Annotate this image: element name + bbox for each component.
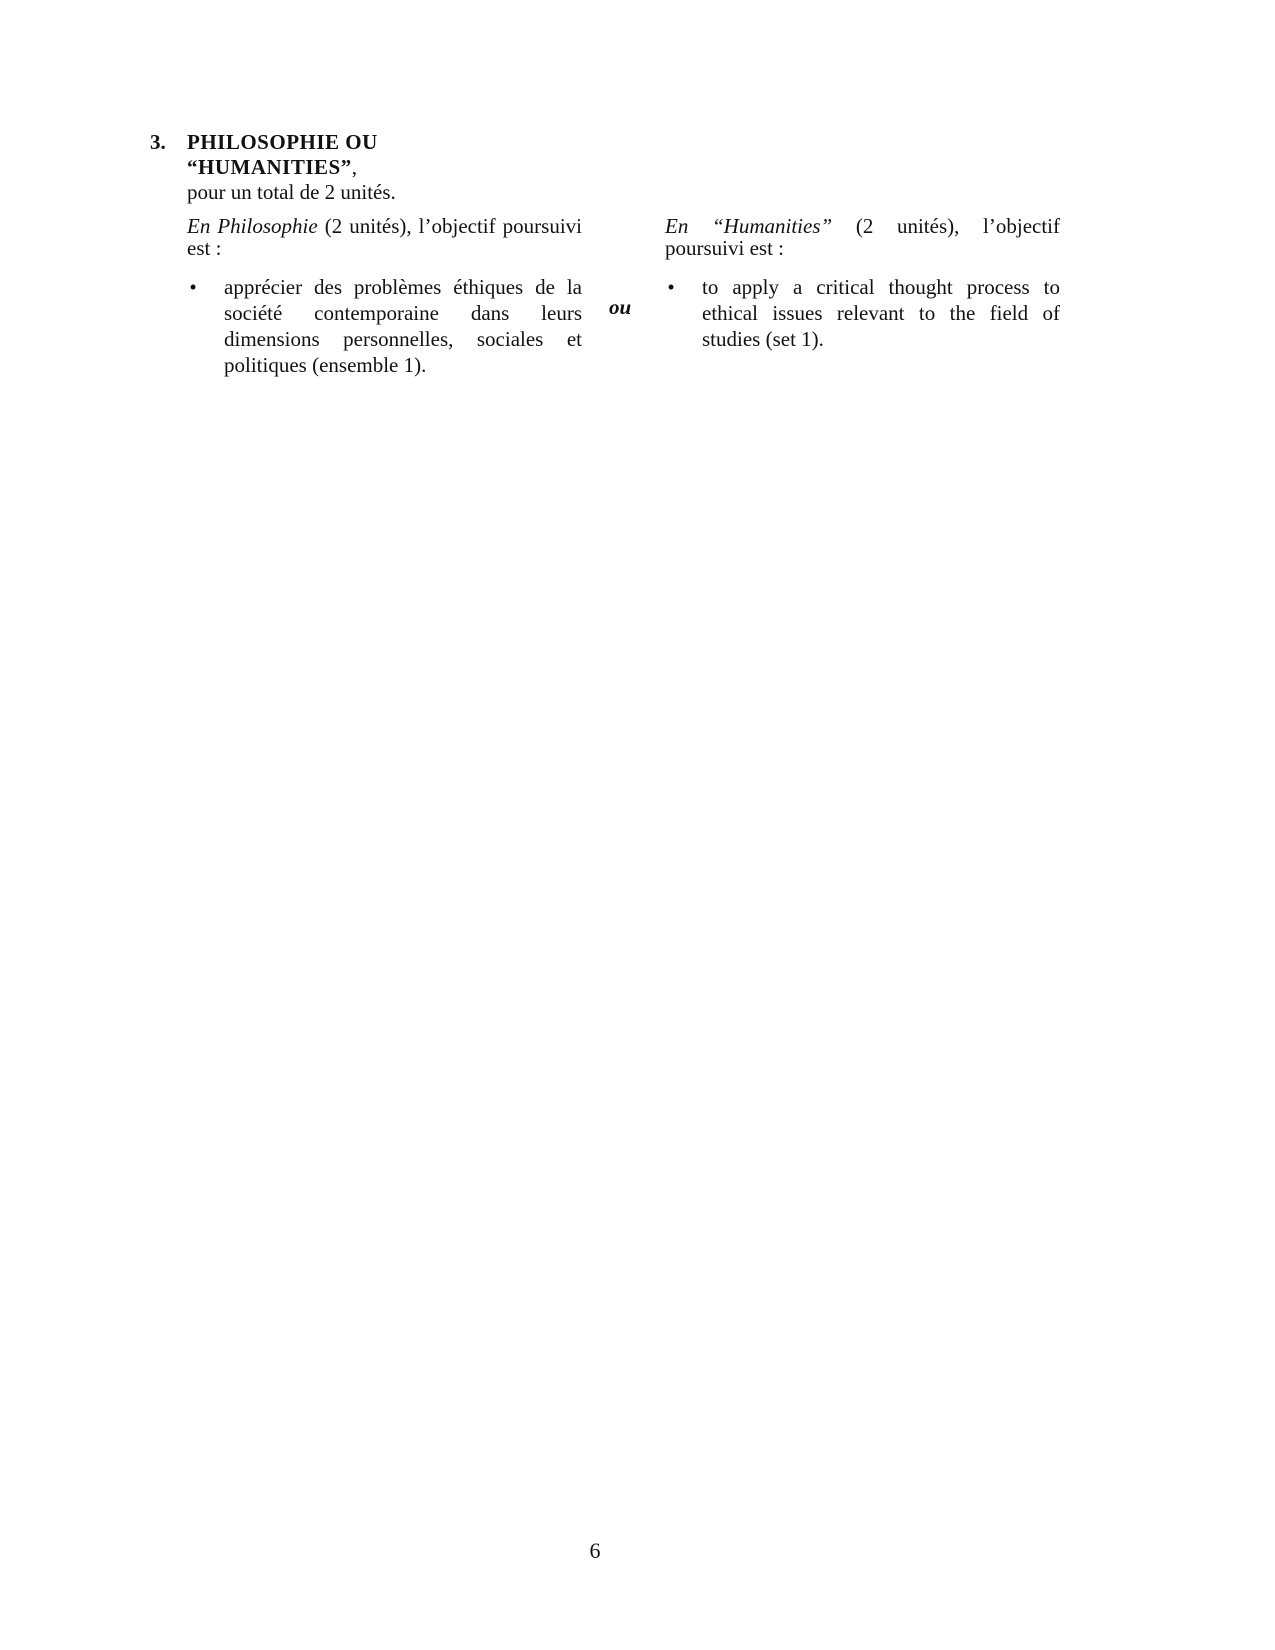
left-intro-subject: Philosophie <box>217 214 318 238</box>
right-intro-suffix: (2 unités), l’objectif poursuivi est : <box>665 214 1060 260</box>
list-item <box>665 274 1060 352</box>
bullet-icon: • <box>189 275 197 299</box>
page-number: 6 <box>589 1538 601 1563</box>
bullet-icon: • <box>667 275 675 299</box>
right-intro-prefix: En <box>665 214 712 238</box>
left-intro-prefix: En <box>187 214 218 238</box>
right-intro-subject: “Humanities” <box>711 214 833 238</box>
left-intro <box>187 215 582 259</box>
left-intro-suffix: (2 unités), l’objectif poursuivi est : <box>187 214 582 260</box>
heading-comma: , <box>351 155 358 179</box>
heading-humanities: “HUMANITIES” <box>187 155 352 179</box>
section-subtitle: pour un total de 2 unités. <box>187 180 396 204</box>
list-item <box>187 274 582 378</box>
right-bullet-text: to apply a critical thought process to ethical issues relevant to the field of studies (set 1). <box>702 275 1060 351</box>
heading-line-1: PHILOSOPHIE OU <box>187 130 378 154</box>
section-number: 3. <box>150 130 166 154</box>
or-separator: ou <box>609 295 632 319</box>
right-intro <box>665 215 1060 259</box>
heading-line-2 <box>187 155 607 180</box>
left-bullet-text: apprécier des problèmes éthiques de la société contemporaine dans leurs dimensions personnelles, sociales et politiques (ensemble 1). <box>224 275 582 377</box>
section-heading <box>187 130 607 180</box>
right-bullet-list <box>665 274 1060 352</box>
left-bullet-list <box>187 274 582 378</box>
